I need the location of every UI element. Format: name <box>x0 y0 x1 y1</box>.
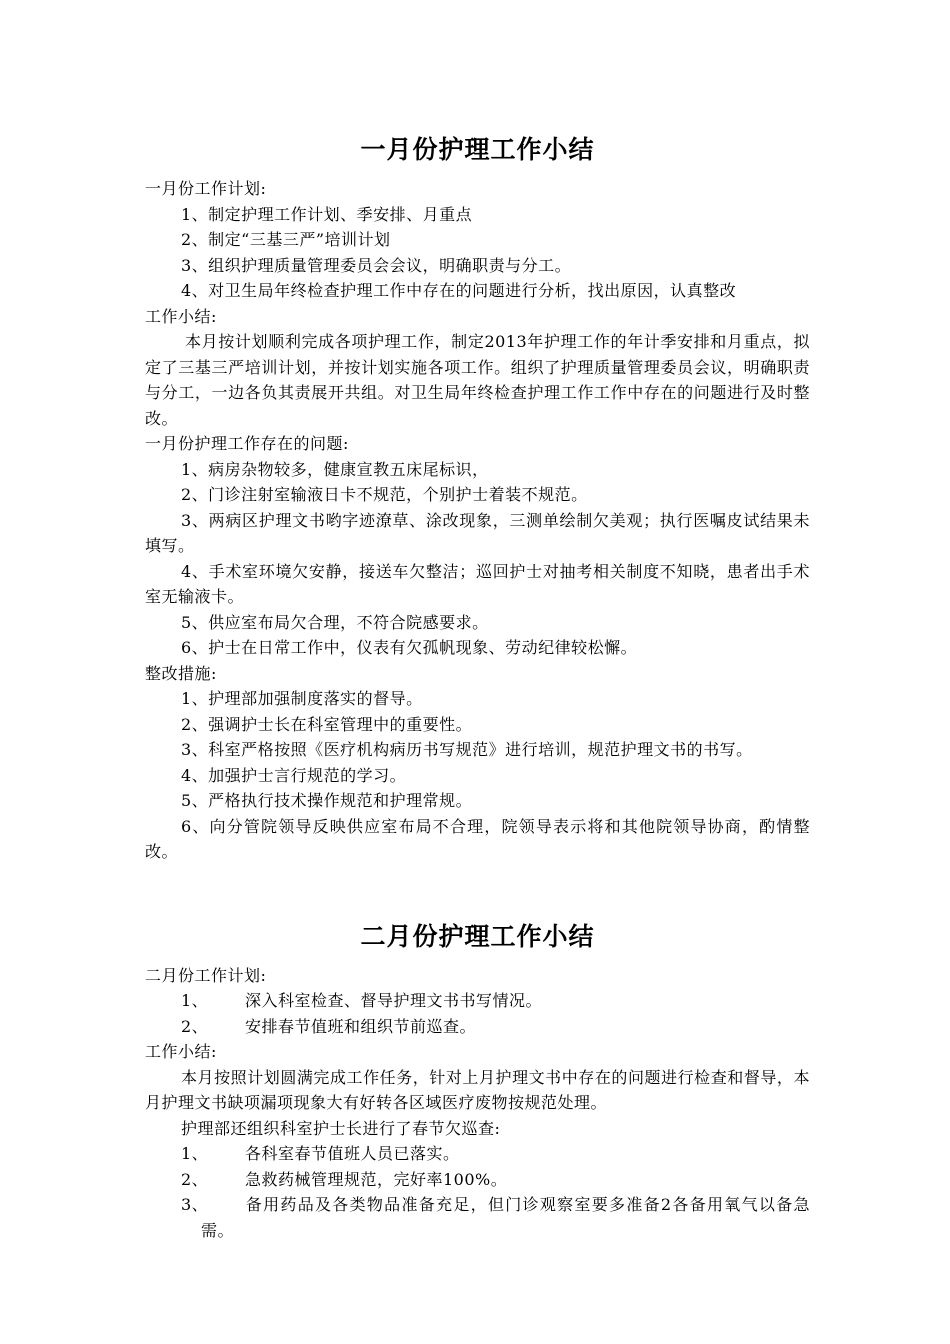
plan-heading: 一月份工作计划: <box>145 179 267 198</box>
measure-item: 3、科室严格按照《医疗机构病历书写规范》进行培训，规范护理文书的书写。 <box>181 740 753 759</box>
plan-item: 3、组织护理质量管理委员会会议，明确职责与分工。 <box>181 255 572 275</box>
item-number: 1、 <box>181 1144 209 1163</box>
measure-item: 6、向分管院领导反映供应室布局不合理，院领导表示将和其他院领导协商，酌情整改。 <box>145 816 810 861</box>
inspection-item <box>145 1141 810 1167</box>
measures-heading: 整改措施: <box>145 663 217 683</box>
item-number: 1、 <box>181 991 209 1010</box>
item-number: 3、 <box>181 1195 209 1214</box>
plan-item: 2、制定“三基三严”培训计划 <box>181 230 391 249</box>
problem-item: 3、两病区护理文书哟字迹潦草、涂改现象，三测单绘制欠美观；执行医嘱皮试结果未填写。 <box>145 510 810 555</box>
measure-item: 4、加强护士言行规范的学习。 <box>181 765 407 785</box>
plan-item: 4、对卫生局年终检查护理工作中存在的问题进行分析，找出原因，认真整改 <box>181 281 737 300</box>
item-text: 安排春节值班和组织节前巡查。 <box>245 1016 477 1036</box>
item-number: 2、 <box>181 1016 209 1036</box>
section-january <box>145 128 810 865</box>
item-number: 2、 <box>181 1169 209 1189</box>
item-text: 深入科室检查、督导护理文书书写情况。 <box>245 991 543 1010</box>
problem-item: 1、病房杂物较多，健康宣教五床尾标识， <box>181 459 489 479</box>
item-text: 各科室春节值班人员已落实。 <box>245 1144 460 1163</box>
problem-item: 5、供应室布局欠合理，不符合院感要求。 <box>181 612 489 632</box>
plan-item <box>145 1014 810 1040</box>
summary-heading: 工作小结: <box>145 306 217 326</box>
problem-item: 2、门诊注射室输液日卡不规范，个别护士着装不规范。 <box>181 485 588 504</box>
inspection-item <box>145 1192 810 1243</box>
item-text: 备用药品及各类物品准备充足，但门诊观察室要多准备2各备用氧气以备急需。 <box>201 1195 810 1240</box>
problem-item: 6、护士在日常工作中，仪表有欠孤帆现象、劳动纪律较松懈。 <box>181 638 638 657</box>
inspection-item <box>145 1167 810 1193</box>
summary-paragraph: 本月按计划顺利完成各项护理工作，制定2013年护理工作的年计季安排和月重点，拟定了三基三严培训计划，并按计划实施各项工作。组织了护理质量管理委员会议，明确职责与分工，一边各负其责展开共组。对卫生局年终检查护理工作工作中存在的问题进行及时整改。 <box>145 332 810 428</box>
plan-item <box>145 988 810 1014</box>
problems-heading: 一月份护理工作存在的问题: <box>145 434 349 453</box>
measure-item: 2、强调护士长在科室管理中的重要性。 <box>181 714 473 734</box>
section-title: 二月份护理工作小结 <box>360 921 595 951</box>
problem-item: 4、手术室环境欠安静，接送车欠整洁；巡回护士对抽考相关制度不知晓，患者出手术室无输液卡。 <box>145 561 810 606</box>
measure-item: 5、严格执行技术操作规范和护理常规。 <box>181 791 473 810</box>
section-february <box>145 915 810 1244</box>
inspection-intro: 护理部还组织科室护士长进行了春节欠巡查: <box>181 1118 501 1138</box>
section-title: 一月份护理工作小结 <box>360 135 595 164</box>
item-text: 急救药械管理规范，完好率100%。 <box>245 1169 508 1189</box>
summary-paragraph: 本月按照计划圆满完成工作任务，针对上月护理文书中存在的问题进行检查和督导，本月护理文书缺项漏项现象大有好转各区域医疗废物按规范处理。 <box>145 1067 810 1112</box>
plan-item: 1、制定护理工作计划、季安排、月重点 <box>181 204 473 224</box>
plan-heading: 二月份工作计划: <box>145 965 267 985</box>
summary-heading: 工作小结: <box>145 1042 217 1061</box>
measure-item: 1、护理部加强制度落实的督导。 <box>181 689 423 708</box>
